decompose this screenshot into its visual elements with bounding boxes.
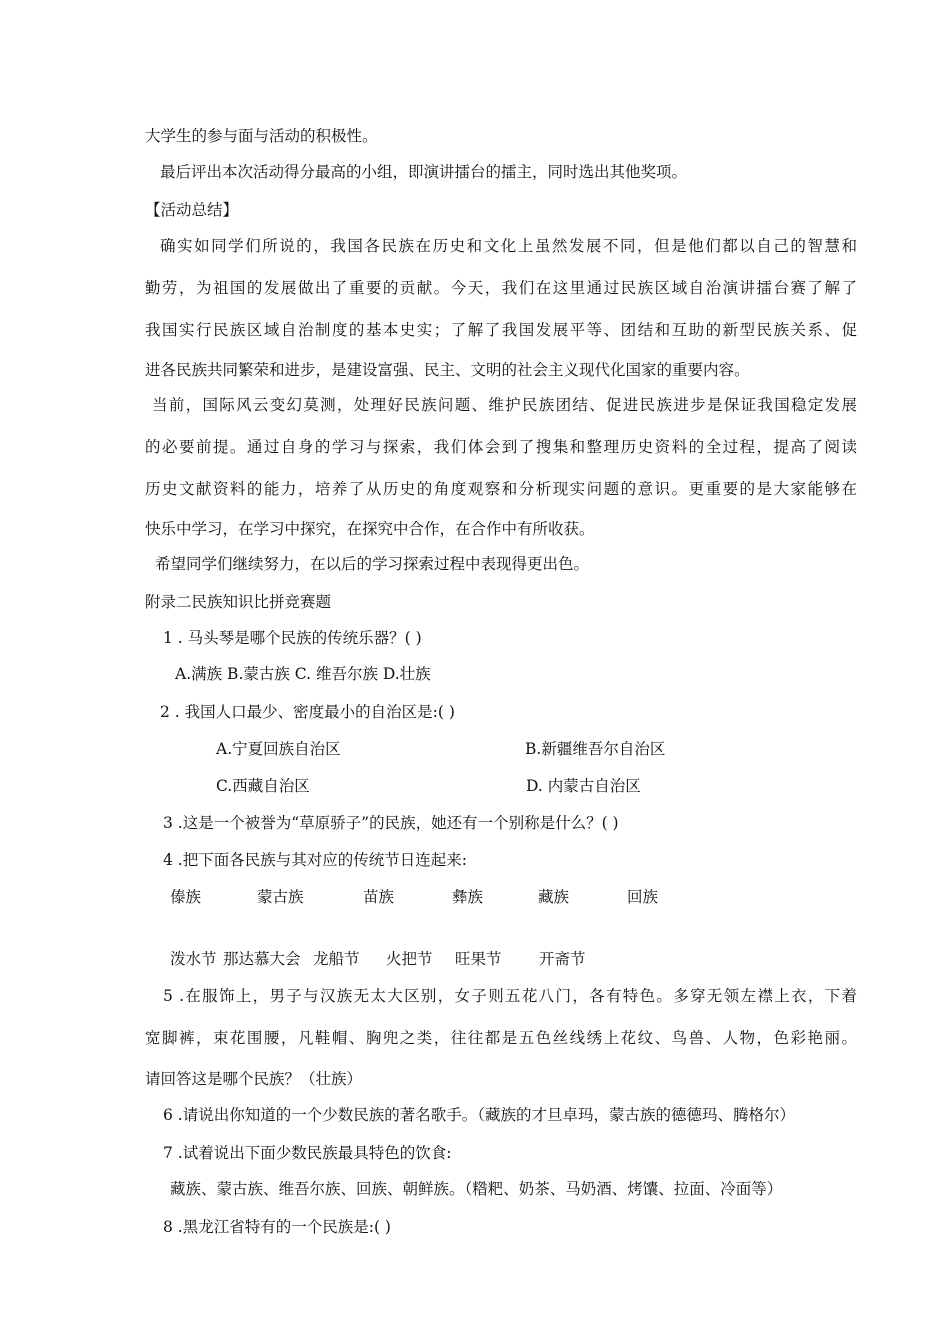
festival: 龙船节 xyxy=(313,950,360,968)
question-option: A.宁夏回族自治区 xyxy=(216,740,341,758)
answer: 请回答这是哪个民族？（壮族） xyxy=(145,1070,363,1088)
text-line: 大学生的参与面与活动的积极性。 xyxy=(145,127,378,145)
question: 5 .在服饰上，男子与汉族无太大区别，女子则五花八门，各有特色。多穿无领左襟上衣，下着 xyxy=(163,987,857,1005)
answer: 藏族、蒙古族、维吾尔族、回族、朝鲜族。（糌粑、奶茶、马奶酒、烤馕、拉面、冷面等） xyxy=(170,1180,783,1198)
question: 8 .黑龙江省特有的一个民族是:( ) xyxy=(163,1218,391,1236)
question-option: C.西藏自治区 xyxy=(216,777,310,795)
festival: 那达慕大会 xyxy=(223,950,301,968)
text-line: 的必要前提。通过自身的学习与探索，我们体会到了搜集和整理历史资料的全过程，提高了阅读 xyxy=(145,438,857,456)
question-options: A.满族 B.蒙古族 C. 维吾尔族 D.壮族 xyxy=(175,665,431,683)
festival: 开斋节 xyxy=(539,950,586,968)
question: 1 . 马头琴是哪个民族的传统乐器？( ) xyxy=(163,629,422,647)
ethnic-group: 回族 xyxy=(627,888,659,906)
text-line: 当前，国际风云变幻莫测，处理好民族问题、维护民族团结、促进民族进步是保证我国稳定发展 xyxy=(152,396,857,414)
question-option: D. 内蒙古自治区 xyxy=(526,777,641,795)
festival: 旺果节 xyxy=(455,950,502,968)
text-line: 最后评出本次活动得分最高的小组，即演讲擂台的擂主，同时选出其他奖项。 xyxy=(160,163,688,181)
text-line: 历史文献资料的能力，培养了从历史的角度观察和分析现实问题的意识。更重要的是大家能够在 xyxy=(145,480,857,498)
text-line: 我国实行民族区域自治制度的基本史实；了解了我国发展平等、团结和互助的新型民族关系、促 xyxy=(145,321,857,339)
ethnic-group: 彝族 xyxy=(452,888,484,906)
question: 宽脚裤，束花围腰，凡鞋帽、胸兜之类，往往都是五色丝线绣上花纹、鸟兽、人物，色彩艳丽。 xyxy=(145,1029,857,1047)
question: 2 . 我国人口最少、密度最小的自治区是:( ) xyxy=(160,703,455,721)
festival: 泼水节 xyxy=(170,950,217,968)
ethnic-group: 傣族 xyxy=(170,888,202,906)
text-line: 快乐中学习，在学习中探究，在探究中合作，在合作中有所收获。 xyxy=(145,520,595,538)
ethnic-group: 藏族 xyxy=(538,888,570,906)
text-line: 确实如同学们所说的，我国各民族在历史和文化上虽然发展不同，但是他们都以自己的智慧和 xyxy=(160,237,857,255)
text-line: 希望同学们继续努力，在以后的学习探索过程中表现得更出色。 xyxy=(155,555,590,573)
question: 3 .这是一个被誉为“草原骄子”的民族，她还有一个别称是什么？( ) xyxy=(163,814,619,832)
text-line: 勤劳，为祖国的发展做出了重要的贡献。今天，我们在这里通过民族区域自治演讲擂台赛了解了 xyxy=(145,279,857,297)
question: 4 .把下面各民族与其对应的传统节日连起来: xyxy=(163,851,467,869)
section-heading: 【活动总结】 xyxy=(145,201,239,219)
question: 6 .请说出你知道的一个少数民族的著名歌手。（藏族的才旦卓玛，蒙古族的德德玛、腾格尔） xyxy=(163,1106,795,1124)
festival: 火把节 xyxy=(386,950,433,968)
ethnic-group: 蒙古族 xyxy=(257,888,304,906)
question-option: B.新疆维吾尔自治区 xyxy=(525,740,666,758)
text-line: 进各民族共同繁荣和进步，是建设富强、民主、文明的社会主义现代化国家的重要内容。 xyxy=(145,361,750,379)
appendix-title: 附录二民族知识比拼竞赛题 xyxy=(145,593,332,611)
question: 7 .试着说出下面少数民族最具特色的饮食: xyxy=(163,1144,452,1162)
ethnic-group: 苗族 xyxy=(363,888,395,906)
